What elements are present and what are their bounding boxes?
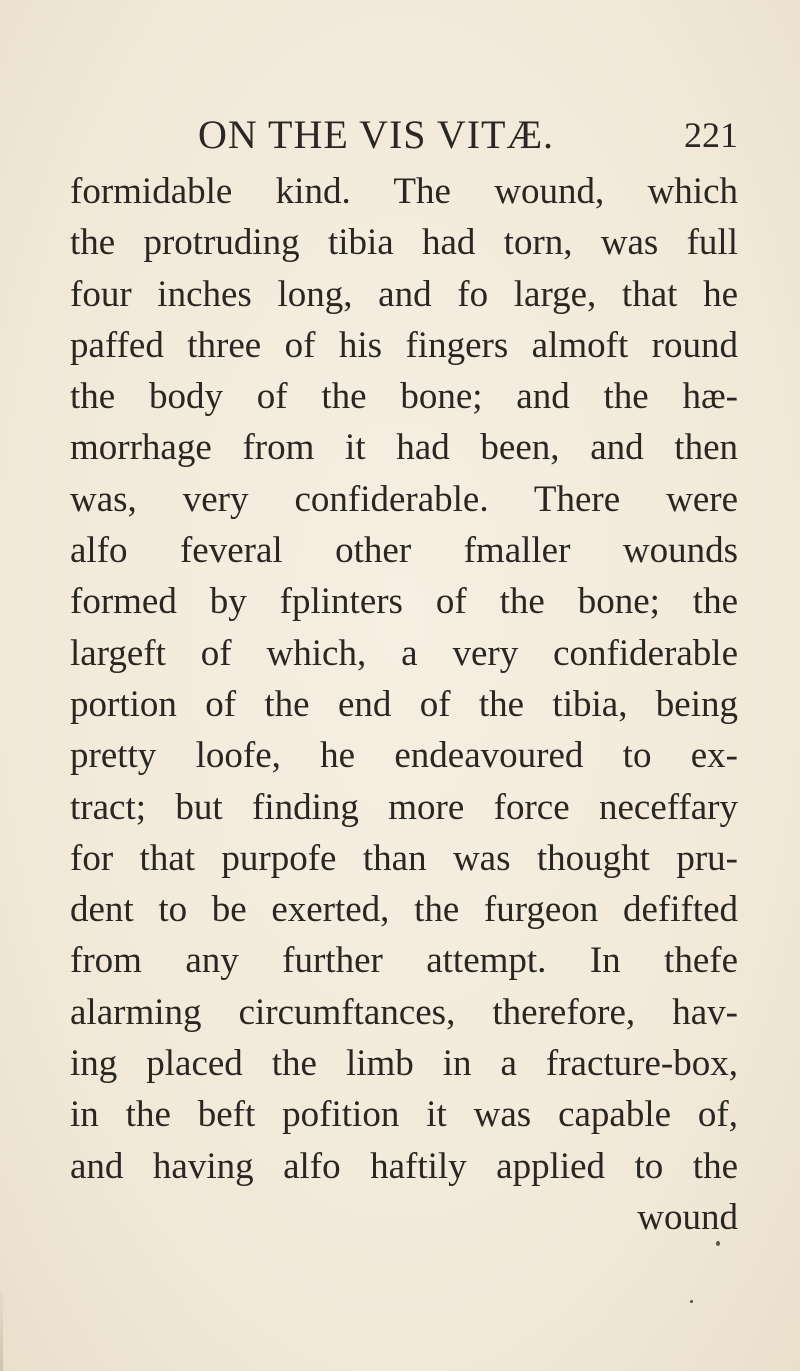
- text-line: four inches long, and fo large, that he: [70, 273, 738, 315]
- text-line: pretty loofe, he endeavoured to ex-: [70, 735, 738, 777]
- text-line: for that purpofe than was thought pru-: [70, 837, 738, 879]
- text-line: formidable kind. The wound, which: [70, 171, 738, 212]
- text-line: alarming circumftances, therefore, hav-: [70, 991, 738, 1033]
- text-line: tract; but finding more force neceffary: [70, 786, 738, 828]
- text-line: paffed three of his fingers almoft round: [70, 324, 738, 366]
- ink-speck: [716, 1241, 720, 1246]
- text-line: and having alfo haftily applied to the: [70, 1145, 738, 1187]
- text-line: was, very confiderable. There were: [70, 478, 738, 520]
- page-edge-shadow: [0, 1290, 3, 1371]
- ink-speck: [690, 1300, 693, 1303]
- text-line: in the beft pofition it was capable of,: [70, 1094, 738, 1136]
- text-line: largeft of which, a very confiderable: [70, 632, 738, 674]
- text-line: ing placed the limb in a fracture-box,: [70, 1043, 738, 1085]
- catchword: wound: [637, 1196, 738, 1238]
- text-line: portion of the end of the tibia, being: [70, 683, 738, 725]
- page-number: 221: [684, 115, 738, 155]
- body-text: [70, 166, 738, 1243]
- text-line: formed by fplinters of the bone; the: [70, 581, 738, 623]
- text-line: the protruding tibia had torn, was full: [70, 222, 738, 264]
- text-line: dent to be exerted, the furgeon defifted: [70, 889, 738, 931]
- text-line: alfo feveral other fmaller wounds: [70, 530, 738, 572]
- running-head-title: ON THE VIS VITÆ.: [198, 112, 555, 157]
- text-line: from any further attempt. In thefe: [70, 940, 738, 982]
- text-line: the body of the bone; and the hæ-: [70, 376, 738, 418]
- running-head: [198, 110, 738, 160]
- text-line: morrhage from it had been, and then: [70, 427, 738, 469]
